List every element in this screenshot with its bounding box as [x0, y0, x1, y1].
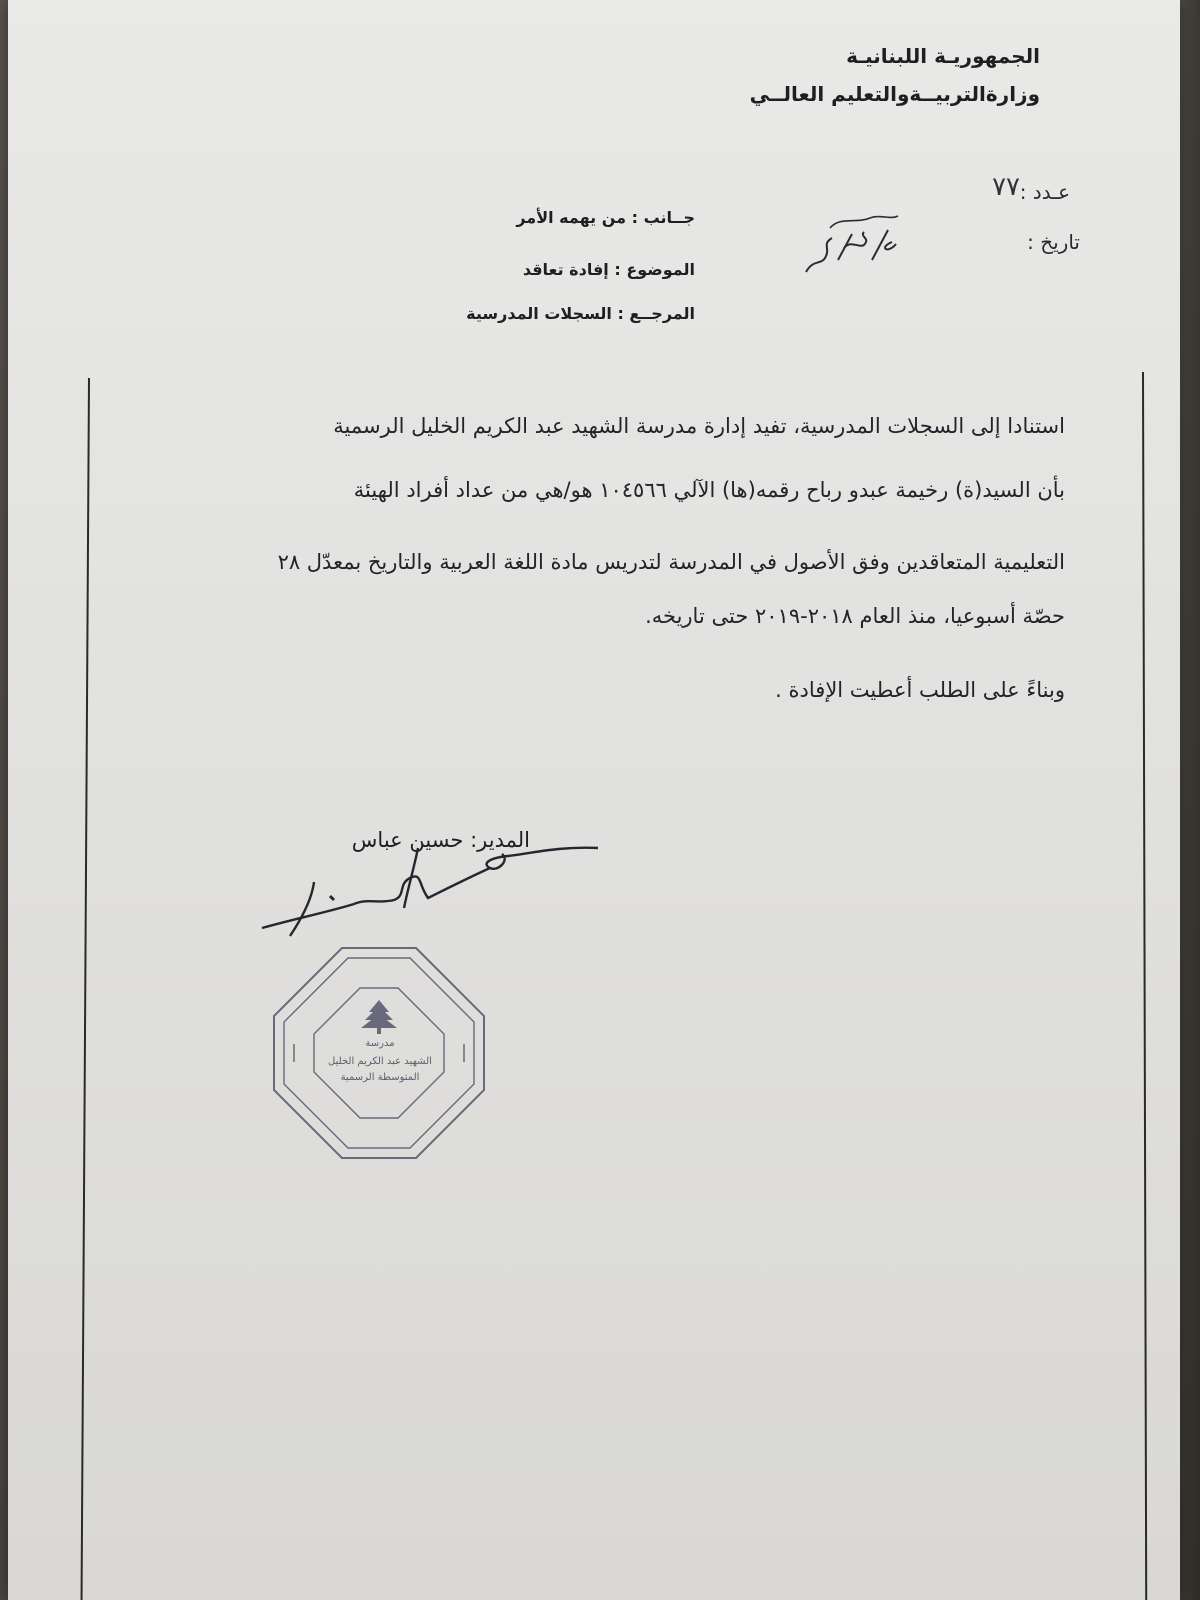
subject-line: الموضوع : إفادة تعاقد: [522, 260, 695, 279]
official-seal: [270, 944, 488, 1162]
body-line-2: بأن السيد(ة) رخيمة عبدو رباح رقمه(ها) الآلي ١٠٤٥٦٦ هو/هي من عداد أفراد الهيئة: [353, 478, 1065, 502]
handwritten-date: [800, 208, 910, 288]
body-line-1: استنادا إلى السجلات المدرسية، تفيد إدارة مدرسة الشهيد عبد الكريم الخليل الرسمية: [333, 414, 1065, 438]
number-value: ٧٧: [992, 172, 1020, 202]
cedar-tree-icon: [361, 1000, 397, 1034]
letterhead-republic: الجمهوريـة اللبنانيـة: [846, 44, 1040, 68]
seal-school-label: مدرسة: [365, 1038, 395, 1049]
letterhead-ministry: وزارةالتربيــةوالتعليم العالــي: [749, 82, 1040, 106]
reference-line: المرجــع : السجلات المدرسية: [466, 304, 695, 323]
addressee-line: جــانب : من يهمه الأمر: [516, 208, 695, 227]
seal-school-name: الشهيد عبد الكريم الخليل: [328, 1056, 432, 1067]
director-name: المدير: حسين عباس: [351, 828, 530, 852]
seal-school-type: المتوسطة الرسمية: [340, 1072, 420, 1083]
paper-sheet: [8, 0, 1180, 1600]
edge-shadow: [1180, 0, 1200, 1600]
date-label: تاريخ :: [1027, 230, 1080, 254]
handwritten-signature: [258, 838, 618, 948]
closing-line: وبناءً على الطلب أعطيت الإفادة .: [775, 678, 1065, 702]
body-line-4: حصّة أسبوعيا، منذ العام ٢٠١٨-٢٠١٩ حتى تاريخه.: [645, 604, 1065, 628]
number-label: عـدد :: [1019, 180, 1070, 204]
body-line-3: التعليمية المتعاقدين وفق الأصول في المدرسة لتدريس مادة اللغة العربية والتاريخ بمعدّل ٢٨: [277, 550, 1065, 574]
